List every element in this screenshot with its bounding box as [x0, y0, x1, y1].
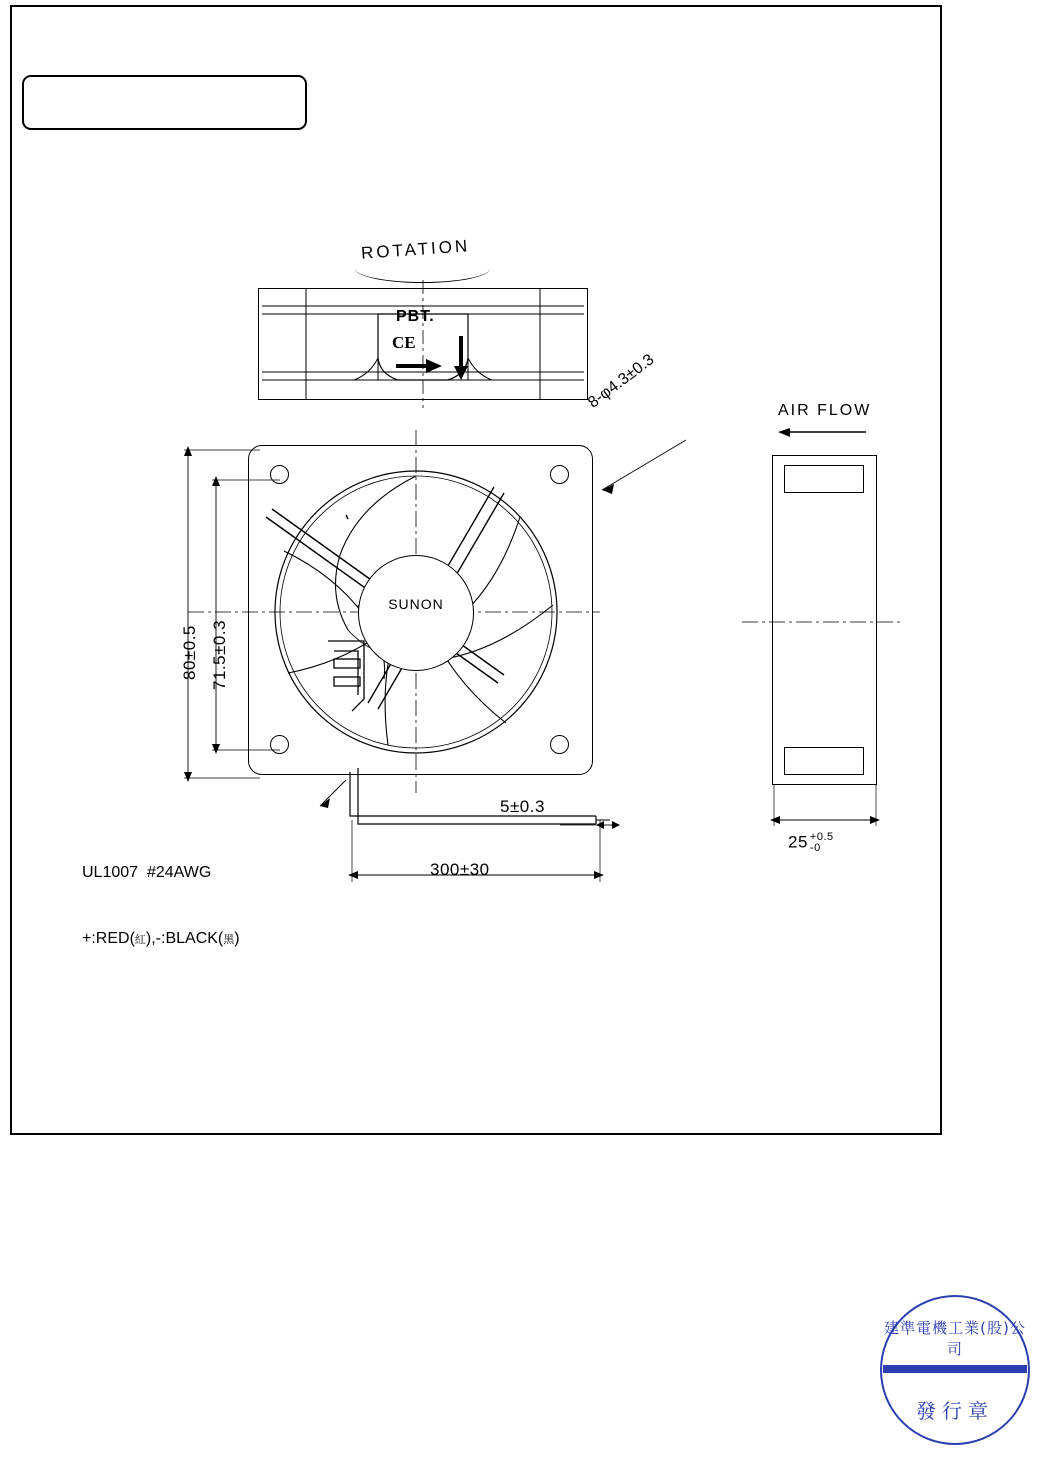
dim-wire-length: 300±30	[430, 860, 490, 879]
hole-callout-label: 8-φ4.3±0.3	[585, 351, 658, 412]
thickness-dimension	[760, 790, 930, 850]
dim-thickness-tol-upper: +0.5	[809, 831, 834, 843]
wire-specification-note	[82, 818, 240, 973]
hole-callout-leader	[578, 440, 698, 510]
dim-frame-width: 80±0.5	[180, 625, 199, 680]
wire-spec-line: UL1007 #24AWG	[82, 864, 212, 881]
wire-polarity-red-cjk: 紅	[134, 933, 146, 946]
fan-hub	[358, 555, 474, 671]
dim-wire-strip: 5±0.3	[500, 797, 545, 816]
stamp-bar	[883, 1365, 1027, 1373]
dim-thickness-tol-lower: -0	[809, 842, 821, 854]
stamp-company-name: 建準電機工業(股)公司	[884, 1319, 1026, 1358]
rotation-label-group	[355, 236, 500, 276]
wire-polarity-line	[82, 928, 240, 951]
wire-polarity-suffix: )	[234, 930, 240, 947]
dim-hole-pitch: 71.5±0.3	[210, 619, 229, 690]
title-box-text	[24, 77, 305, 89]
ce-mark-label: CE	[392, 333, 416, 352]
brand-label: SUNON	[388, 596, 444, 612]
wire-polarity-mid: ),-:BLACK(	[145, 930, 224, 947]
wire-polarity-black-cjk: 黑	[223, 933, 235, 946]
dim-thickness	[788, 832, 834, 854]
fan-side-view	[258, 288, 588, 400]
dim-thickness-value: 25	[788, 832, 808, 852]
title-box	[22, 75, 307, 130]
material-label: PBT.	[396, 308, 435, 325]
air-flow-arrow-icon	[778, 428, 868, 438]
stamp-issue-text: 發行章	[916, 1399, 994, 1423]
wire-polarity-prefix: +:RED(	[82, 930, 135, 947]
front-view-dimensions	[160, 440, 810, 920]
rotation-label: ROTATION	[360, 236, 471, 263]
side-view-details	[258, 288, 588, 400]
right-view-centerline	[742, 455, 912, 815]
air-flow-label: AIR FLOW	[778, 402, 872, 419]
company-stamp	[880, 1295, 1030, 1445]
fan-right-side-view	[772, 455, 877, 785]
